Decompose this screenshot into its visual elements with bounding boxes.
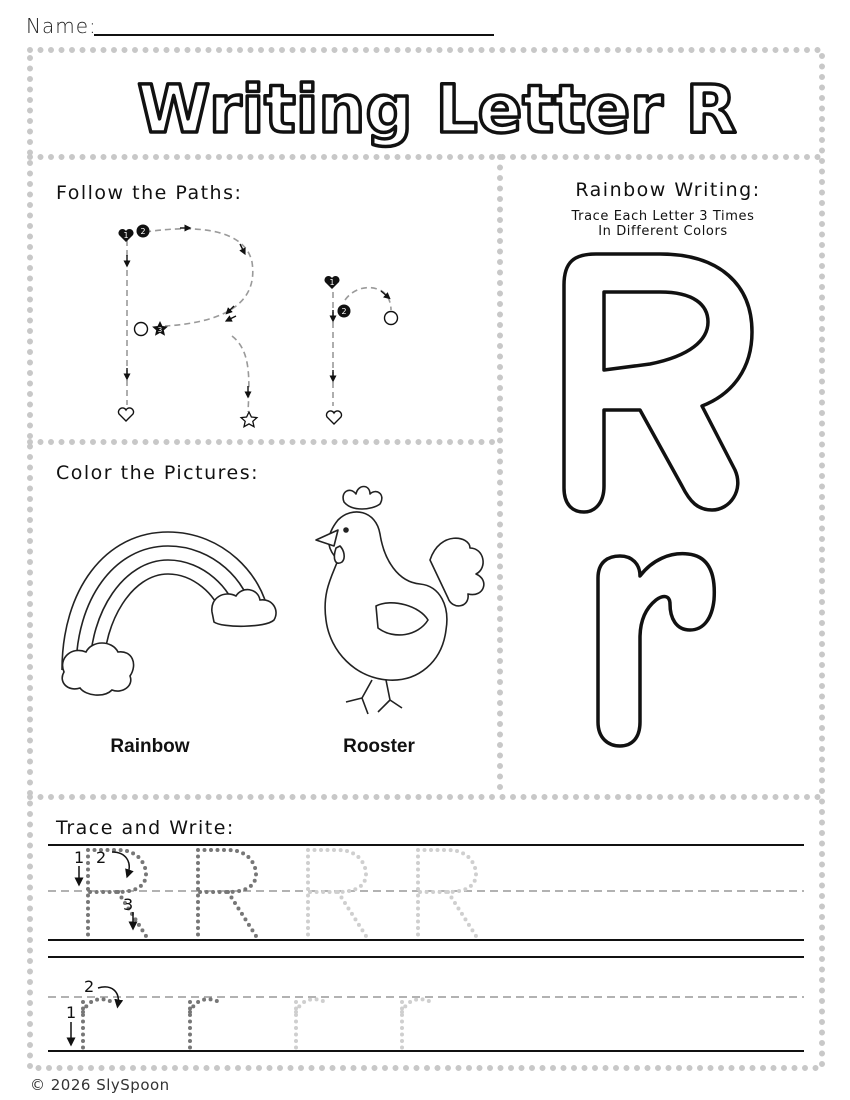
rainbow-caption: Rainbow — [110, 736, 190, 757]
step-number: 2 — [140, 227, 146, 236]
step-number: 2 — [341, 307, 347, 316]
lowercase-r-start-markers — [324, 276, 397, 424]
bubble-uppercase-r[interactable] — [564, 254, 752, 512]
step-number: 1 — [66, 1003, 77, 1022]
trace-uppercase-r-row[interactable] — [88, 850, 476, 936]
uppercase-r-path-guide — [127, 229, 253, 412]
uppercase-r-start-markers — [118, 225, 256, 427]
trace-lowercase-r-row[interactable] — [83, 999, 431, 1048]
copyright-footer: © 2026 SlySpoon — [30, 1076, 170, 1094]
trace-letter[interactable] — [83, 999, 112, 1048]
trace-write-label: Trace and Write: — [56, 817, 235, 839]
step-number: 3 — [157, 326, 163, 334]
trace-letter[interactable] — [418, 850, 476, 936]
trace-lines — [48, 845, 804, 1051]
star-end-icon — [241, 412, 257, 427]
trace-letter[interactable] — [198, 850, 256, 936]
step-number: 2 — [84, 977, 95, 996]
circle-icon — [135, 323, 148, 336]
step-number: 3 — [123, 895, 134, 914]
rainbow-picture[interactable] — [62, 532, 276, 695]
heart-end-icon — [326, 411, 341, 424]
trace-letter[interactable] — [190, 999, 219, 1048]
circle-icon — [385, 312, 398, 325]
worksheet-title: Writing Letter R — [137, 71, 737, 148]
uppercase-r-arrows — [127, 228, 248, 395]
color-pictures-label: Color the Pictures: — [56, 462, 260, 484]
step-number: 1 — [123, 231, 129, 240]
rainbow-instruction-line1: Trace Each Letter 3 Times — [571, 209, 755, 224]
trace-uppercase-steps — [74, 848, 133, 926]
rainbow-instruction-line2: In Different Colors — [598, 224, 728, 239]
step-number: 1 — [74, 848, 85, 867]
step-number: 1 — [329, 278, 335, 287]
trace-letter[interactable] — [296, 999, 325, 1048]
name-label: Name: — [26, 14, 97, 38]
trace-lowercase-steps — [66, 977, 118, 1042]
rooster-picture[interactable] — [316, 487, 484, 715]
heart-end-icon — [118, 408, 133, 421]
rooster-caption: Rooster — [343, 736, 415, 757]
lowercase-r-arrows — [333, 291, 388, 379]
trace-letter[interactable] — [308, 850, 366, 936]
rainbow-writing-label: Rainbow Writing: — [575, 179, 761, 201]
bubble-lowercase-r[interactable] — [598, 554, 714, 746]
step-number: 2 — [96, 848, 107, 867]
rainbow-writing-letters[interactable] — [564, 254, 752, 746]
trace-letter[interactable] — [402, 999, 431, 1048]
follow-paths-label: Follow the Paths: — [56, 182, 243, 204]
